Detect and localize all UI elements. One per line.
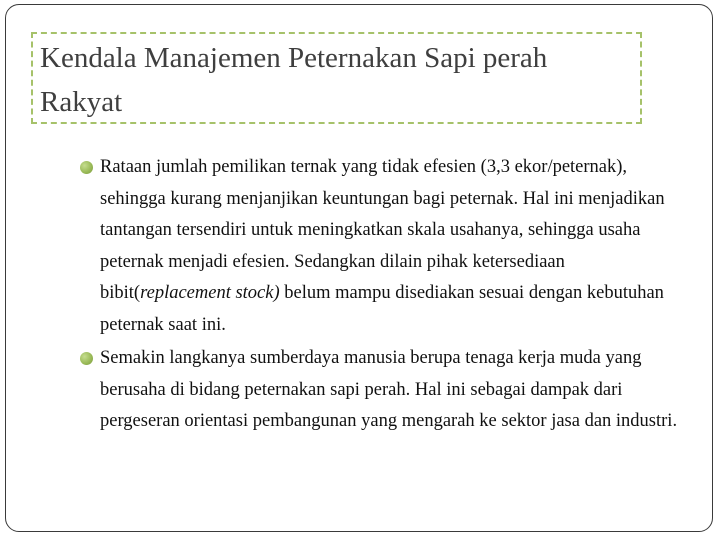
bullet-item-1 xyxy=(80,152,690,341)
bullet-1-italic-term: replacement stock) xyxy=(140,283,280,303)
bullet-2-text: Semakin langkanya sumberdaya manusia berupa tenaga kerja muda yang berusaha di bidang peternakan sapi perah. Hal ini sebagai dampak dari pergeseran orientasi pembangunan yang mengarah ke sektor jasa dan industri. xyxy=(100,348,678,431)
bullet-1-text: Rataan jumlah pemilikan ternak yang tidak efesien (3,3 ekor/peternak), sehingga kurang menjanjikan keuntungan bagi peternak. Hal ini menjadikan tantangan tersendiri untuk meningkatkan skala usahanya, sehingga usaha peternak menjadi efesien. Sedangkan dilain pihak ketersediaan bibit( xyxy=(100,157,665,303)
bullet-1-text-end: belum mampu disediakan sesuai dengan kebutuhan peternak saat ini. xyxy=(100,283,664,335)
bullet-list xyxy=(80,152,690,438)
slide-title: Kendala Manajemen Peternakan Sapi perah Rakyat xyxy=(40,42,548,118)
bullet-dot-icon xyxy=(80,161,93,174)
title-placeholder xyxy=(31,32,642,124)
slide-frame xyxy=(5,4,713,532)
bullet-dot-icon xyxy=(80,352,93,365)
bullet-item-2 xyxy=(80,343,690,438)
